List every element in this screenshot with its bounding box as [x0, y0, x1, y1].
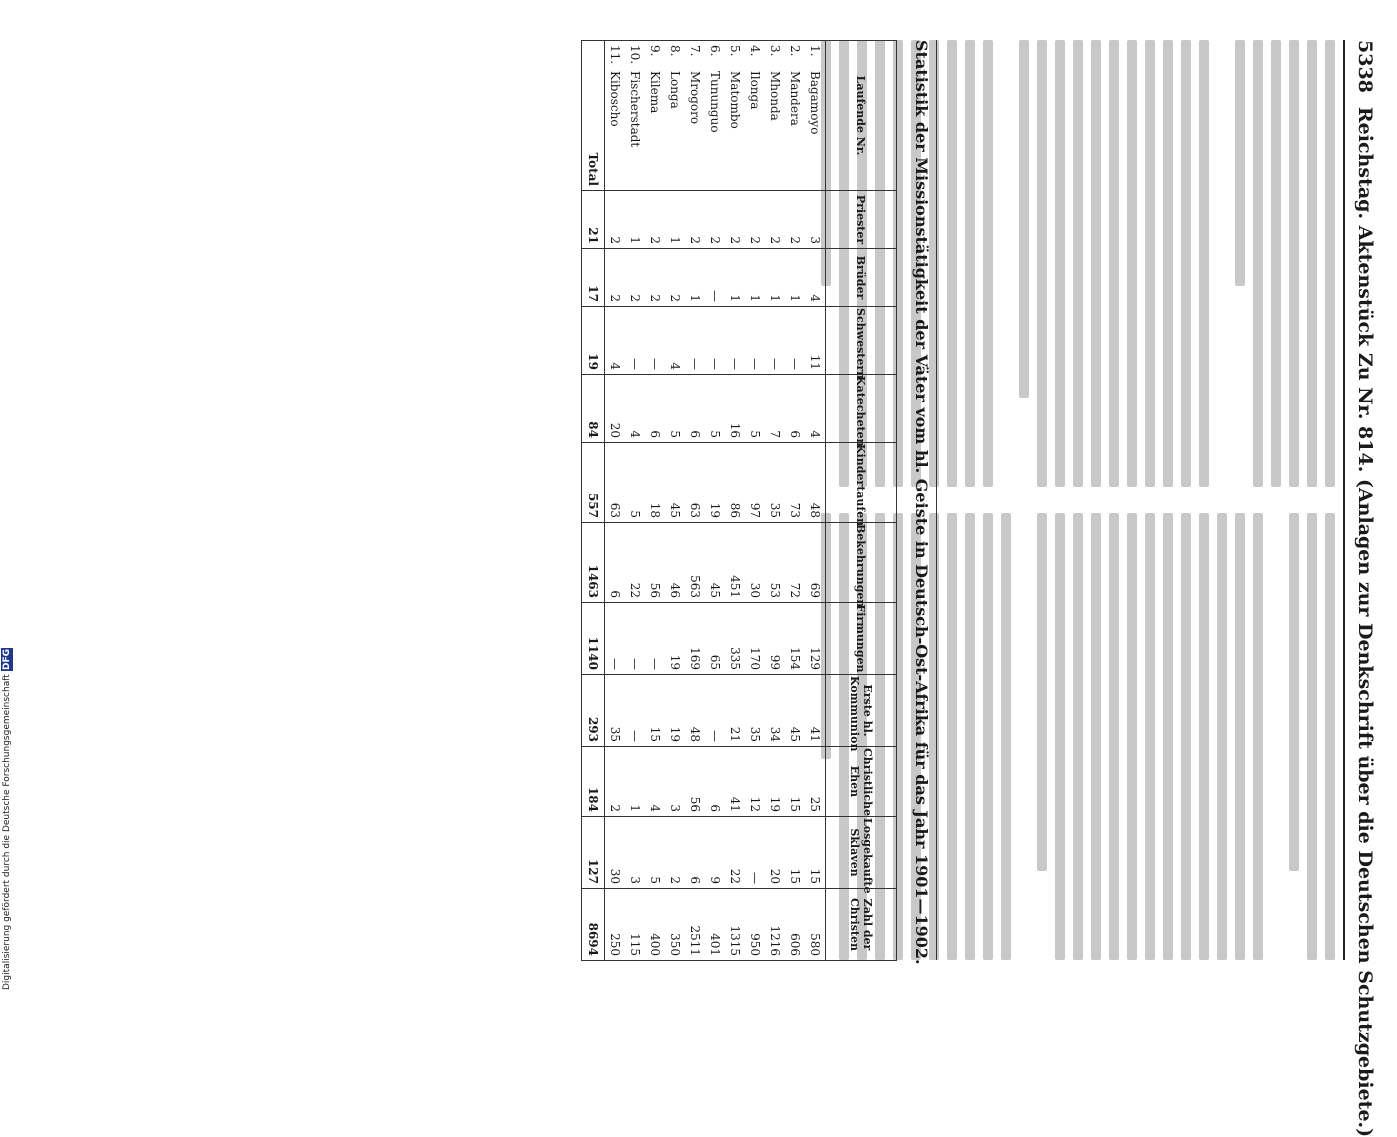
table-cell: 56 — [685, 747, 705, 817]
table-cell: 2 — [605, 747, 626, 817]
table-cell: 3 — [625, 817, 645, 889]
table-row — [605, 41, 626, 961]
table-cell: 45 — [785, 675, 805, 747]
table-cell: 400 — [645, 889, 665, 961]
total-cell: 557 — [582, 443, 605, 523]
table-cell: 19 — [665, 675, 685, 747]
table-cell: — — [645, 603, 665, 675]
table-cell: 2 — [725, 191, 745, 249]
table-cell: — — [785, 307, 805, 375]
table-cell: 6 — [685, 375, 705, 443]
table-cell: 72 — [785, 523, 805, 603]
col-header: Kindertaufen — [826, 443, 897, 523]
total-cell: 1463 — [582, 523, 605, 603]
table-cell: 5 — [625, 443, 645, 523]
table-cell: 53 — [765, 523, 785, 603]
table-cell: — — [645, 307, 665, 375]
table-cell: 5 — [745, 375, 765, 443]
table-cell: 41 — [725, 747, 745, 817]
table-cell: 19 — [665, 603, 685, 675]
table-cell: 1 — [625, 191, 645, 249]
col-header: Laufende Nr. — [826, 41, 897, 191]
table-row — [805, 41, 826, 961]
table-cell: — — [625, 307, 645, 375]
total-cell: 127 — [582, 817, 605, 889]
table-cell: 63 — [605, 443, 626, 523]
table-cell: 22 — [725, 817, 745, 889]
table-cell: — — [745, 307, 765, 375]
table-body — [582, 41, 826, 961]
row-name: Ilonga — [748, 71, 762, 110]
table-cell: 4 — [805, 249, 826, 307]
col-header: Christliche Ehen — [826, 747, 897, 817]
table-cell: 2 — [685, 191, 705, 249]
col-header: Brüder — [826, 249, 897, 307]
table-cell: 6 — [705, 747, 725, 817]
table-cell: 2 — [765, 191, 785, 249]
table-cell: 2511 — [685, 889, 705, 961]
row-number: 7. — [688, 45, 702, 57]
table-cell: 6 — [605, 523, 626, 603]
table-cell: 63 — [685, 443, 705, 523]
table-cell: 1216 — [765, 889, 785, 961]
total-cell: 8694 — [582, 889, 605, 961]
table-cell: 1 — [665, 191, 685, 249]
table-cell: 6 — [685, 817, 705, 889]
table-title: Statistik der Missionstätigkeit der Väter vom hl. Geiste in Deutsch-Ost-Afrika für das Jahr 1901—1902. — [912, 40, 931, 965]
row-name: Tununguo — [708, 71, 722, 133]
table-cell: 3 — [805, 191, 826, 249]
funding-note-text: Digitalisierung gefördert durch die Deutsche Forschungsgemeinschaft — [2, 674, 12, 990]
table-header-row — [826, 41, 897, 961]
col-header: Katecheten — [826, 375, 897, 443]
page-header — [1345, 40, 1385, 1137]
table-cell: 16 — [725, 375, 745, 443]
table-cell: 1 — [785, 249, 805, 307]
table-cell: 563 — [685, 523, 705, 603]
row-number: 1. — [808, 45, 822, 57]
table-cell: 65 — [705, 603, 725, 675]
table-cell: 4 — [645, 747, 665, 817]
table-cell: 1 — [765, 249, 785, 307]
table-cell: 30 — [745, 523, 765, 603]
dfg-badge: DFG — [2, 649, 12, 671]
row-name: Bagamoyo — [808, 71, 822, 135]
table-cell: 115 — [625, 889, 645, 961]
table-cell: — — [765, 307, 785, 375]
table-cell: 11 — [805, 307, 826, 375]
table-cell: 73 — [785, 443, 805, 523]
table-cell: — — [705, 307, 725, 375]
table-cell: 4 — [625, 375, 645, 443]
total-cell: 293 — [582, 675, 605, 747]
row-label — [645, 41, 665, 191]
table-cell: 2 — [605, 249, 626, 307]
table-cell: 35 — [765, 443, 785, 523]
table-cell: 2 — [605, 191, 626, 249]
row-name: Mhonda — [768, 71, 782, 121]
table-cell: 5 — [645, 817, 665, 889]
table-cell: — — [745, 817, 765, 889]
table-cell: — — [685, 307, 705, 375]
row-label — [665, 41, 685, 191]
col-header: Firmungen — [826, 603, 897, 675]
table-cell: 2 — [665, 817, 685, 889]
row-name: Kiboscho — [608, 71, 622, 127]
table-row — [645, 41, 665, 961]
total-row — [582, 41, 605, 961]
table-cell: 5 — [665, 375, 685, 443]
table-cell: 1315 — [725, 889, 745, 961]
total-cell: 21 — [582, 191, 605, 249]
page-title: Reichstag. Aktenstück Zu Nr. 814. (Anlagen zur Denkschrift über die Deutschen Schutzgebiete.) — [1354, 106, 1376, 1137]
table-cell: 3 — [665, 747, 685, 817]
table-cell: 2 — [645, 191, 665, 249]
table-row — [725, 41, 745, 961]
total-cell: 17 — [582, 249, 605, 307]
table-cell: 129 — [805, 603, 826, 675]
row-number: 2. — [788, 45, 802, 57]
table-cell: 2 — [705, 191, 725, 249]
table-cell: 46 — [665, 523, 685, 603]
total-cell: 19 — [582, 307, 605, 375]
table-cell: 350 — [665, 889, 685, 961]
table-cell: 18 — [645, 443, 665, 523]
table-cell: 2 — [625, 249, 645, 307]
table-cell: 48 — [805, 443, 826, 523]
row-label — [765, 41, 785, 191]
table-cell: 15 — [785, 747, 805, 817]
table-row — [705, 41, 725, 961]
total-cell: 1140 — [582, 603, 605, 675]
table-cell: 1 — [685, 249, 705, 307]
table-cell: 99 — [765, 603, 785, 675]
col-header: Priester — [826, 191, 897, 249]
table-cell: 4 — [605, 307, 626, 375]
table-row — [665, 41, 685, 961]
row-number: 4. — [748, 45, 762, 57]
table-cell: 15 — [805, 817, 826, 889]
table-cell: 69 — [805, 523, 826, 603]
col-header: Bekehrungen — [826, 523, 897, 603]
body-column-right — [940, 513, 1335, 960]
table-cell: 34 — [765, 675, 785, 747]
row-number: 5. — [728, 45, 742, 57]
table-cell: 170 — [745, 603, 765, 675]
table-row — [785, 41, 805, 961]
funding-note — [2, 600, 16, 990]
table-row — [625, 41, 645, 961]
row-label — [685, 41, 705, 191]
statistics-table — [581, 40, 897, 961]
table-cell: 25 — [805, 747, 826, 817]
table-row — [765, 41, 785, 961]
row-name: Longa — [668, 71, 682, 109]
col-header: Losgekaufte Sklaven — [826, 817, 897, 889]
col-header: Zahl der Christen — [826, 889, 897, 961]
row-name: Fischerstadt — [628, 71, 642, 148]
table-cell: — — [625, 603, 645, 675]
table-cell: 35 — [605, 675, 626, 747]
table-cell: 5 — [705, 375, 725, 443]
table-cell: 45 — [665, 443, 685, 523]
row-number: 10. — [628, 45, 642, 65]
table-cell: 9 — [705, 817, 725, 889]
table-cell: 2 — [645, 249, 665, 307]
row-number: 6. — [708, 45, 722, 57]
col-header: Erste hl. Kommunion — [826, 675, 897, 747]
row-number: 8. — [668, 45, 682, 57]
table-cell: 12 — [745, 747, 765, 817]
table-cell: 97 — [745, 443, 765, 523]
row-label — [625, 41, 645, 191]
table-cell: 1 — [725, 249, 745, 307]
table-cell: 2 — [785, 191, 805, 249]
table-cell: 15 — [785, 817, 805, 889]
row-label — [605, 41, 626, 191]
table-cell: 7 — [765, 375, 785, 443]
table-cell: 15 — [645, 675, 665, 747]
table-cell: 19 — [765, 747, 785, 817]
row-name: Mandera — [788, 71, 802, 126]
table-cell: 19 — [705, 443, 725, 523]
table-cell: — — [705, 675, 725, 747]
table-cell: 401 — [705, 889, 725, 961]
table-cell: 154 — [785, 603, 805, 675]
row-label — [725, 41, 745, 191]
table-cell: 2 — [665, 249, 685, 307]
table-cell: 335 — [725, 603, 745, 675]
table-cell: 4 — [805, 375, 826, 443]
table-cell: 580 — [805, 889, 826, 961]
body-text-columns — [940, 40, 1335, 960]
total-cell: 184 — [582, 747, 605, 817]
header-rule — [1343, 40, 1345, 960]
table-cell: 35 — [745, 675, 765, 747]
row-name: Kilema — [648, 71, 662, 114]
total-cell: 84 — [582, 375, 605, 443]
row-number: 11. — [608, 45, 622, 65]
table-cell: 6 — [645, 375, 665, 443]
table-cell: 4 — [665, 307, 685, 375]
table-cell: 606 — [785, 889, 805, 961]
table-cell: — — [725, 307, 745, 375]
row-name: Matombo — [728, 71, 742, 129]
row-name: Mrogoro — [688, 71, 702, 125]
table-row — [685, 41, 705, 961]
table-cell: 169 — [685, 603, 705, 675]
table-rule — [936, 40, 937, 960]
table-cell: 56 — [645, 523, 665, 603]
table-cell: 1 — [625, 747, 645, 817]
table-cell: 48 — [685, 675, 705, 747]
table-cell: 21 — [725, 675, 745, 747]
table-cell: 2 — [745, 191, 765, 249]
table-cell: 451 — [725, 523, 745, 603]
row-label — [705, 41, 725, 191]
row-number: 9. — [648, 45, 662, 57]
table-row — [745, 41, 765, 961]
table-cell: 20 — [605, 375, 626, 443]
table-cell: 45 — [705, 523, 725, 603]
table-cell: 950 — [745, 889, 765, 961]
table-cell: 250 — [605, 889, 626, 961]
table-cell: — — [705, 249, 725, 307]
row-label — [805, 41, 826, 191]
table-cell: — — [605, 603, 626, 675]
row-label — [745, 41, 765, 191]
col-header: Schwestern — [826, 307, 897, 375]
total-label: Total — [582, 41, 605, 191]
table-cell: 1 — [745, 249, 765, 307]
page-number: 5338 — [1354, 40, 1376, 93]
table-cell: — — [625, 675, 645, 747]
table-cell: 20 — [765, 817, 785, 889]
table-cell: 30 — [605, 817, 626, 889]
body-column-left — [940, 40, 1335, 487]
table-cell: 86 — [725, 443, 745, 523]
table-cell: 41 — [805, 675, 826, 747]
table-cell: 22 — [625, 523, 645, 603]
row-label — [785, 41, 805, 191]
row-number: 3. — [768, 45, 782, 57]
table-cell: 6 — [785, 375, 805, 443]
